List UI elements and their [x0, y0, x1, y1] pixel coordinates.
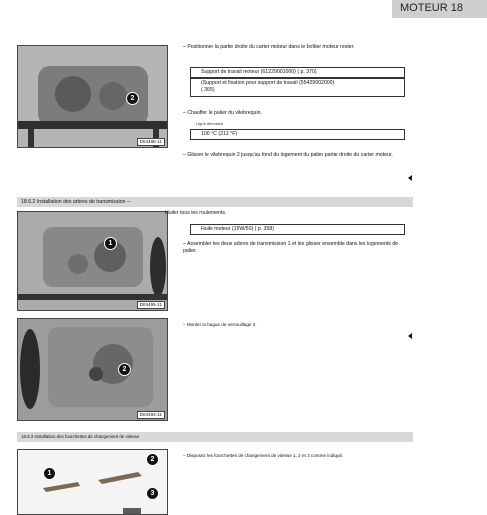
nav-left-arrow[interactable] [408, 175, 412, 181]
tool-spec-workstand [190, 67, 405, 78]
instruction-slide-crankshaft: – Glisser le vilebrequin 2 jusqu'au fond du logement du palier partie droite du carter moteur. [183, 152, 393, 158]
oil-spec [190, 224, 405, 235]
figure-locking-ring [17, 318, 168, 421]
tool-spec-line2: (Support et fixation pour support de travail (55429002000) [201, 80, 335, 86]
figure-code: D04496-11 [137, 138, 165, 146]
tool-spec-holder [190, 78, 405, 97]
section-title-transmission: 18.6.2 Installation des arbres de transmission – [17, 197, 413, 207]
oil-spec-text: Huile moteur (15W/50) ( p. 358) [201, 226, 274, 232]
figure-shift-forks [17, 449, 168, 515]
engine-photo-3 [18, 319, 168, 421]
tool-spec-line3: ( 365) [201, 86, 215, 93]
instruction-oil-bearings: Huiler tous les roulements. [165, 210, 227, 216]
callout-3: 3 [146, 487, 159, 500]
figure-transmission-shafts [17, 211, 168, 311]
engine-photo-2 [18, 212, 168, 311]
figure-crankcase-right [17, 45, 168, 148]
instruction-heat-bearing: – Chauffer le palier du vilebrequin. [183, 110, 262, 116]
callout-1: 1 [104, 237, 117, 250]
temperature-text: 100 °C (212 °F) [201, 131, 238, 137]
callout-2: 2 [146, 453, 159, 466]
nav-left-arrow[interactable] [408, 333, 412, 339]
guideline-label: Ligne directrice [196, 121, 224, 126]
chapter-header-tab: MOTEUR 18 [392, 0, 487, 18]
instruction-position-crankcase: – Positionner la partie droite du carter moteur dans le boîtier moteur rester. [183, 44, 355, 50]
engine-photo-1 [18, 46, 168, 148]
callout-2: 2 [126, 92, 139, 105]
tool-spec-text: Support de travail moteur (61229001000) ( p. 370) [201, 69, 317, 75]
callout-1: 1 [43, 467, 56, 480]
temperature-spec [190, 129, 405, 140]
instruction-locking-ring: – Monter la bague de verrouillage 2. [183, 322, 257, 327]
section-title-shift-forks: 18.6.3 Installation des fourchettes de changement de vitesse [17, 432, 413, 442]
instruction-arrange-forks: – Disposez les fourchettes de changement de vitesse 1, 2 et 3 comme indiqué. [183, 453, 344, 458]
figure-code: D04494-11 [137, 411, 165, 419]
instruction-assemble-shafts: – Assembler les deux arbres de transmission 1 et les glisser ensemble dans les logements de palier. [183, 241, 399, 254]
callout-2: 2 [118, 363, 131, 376]
figure-code: D04495-11 [137, 301, 165, 309]
